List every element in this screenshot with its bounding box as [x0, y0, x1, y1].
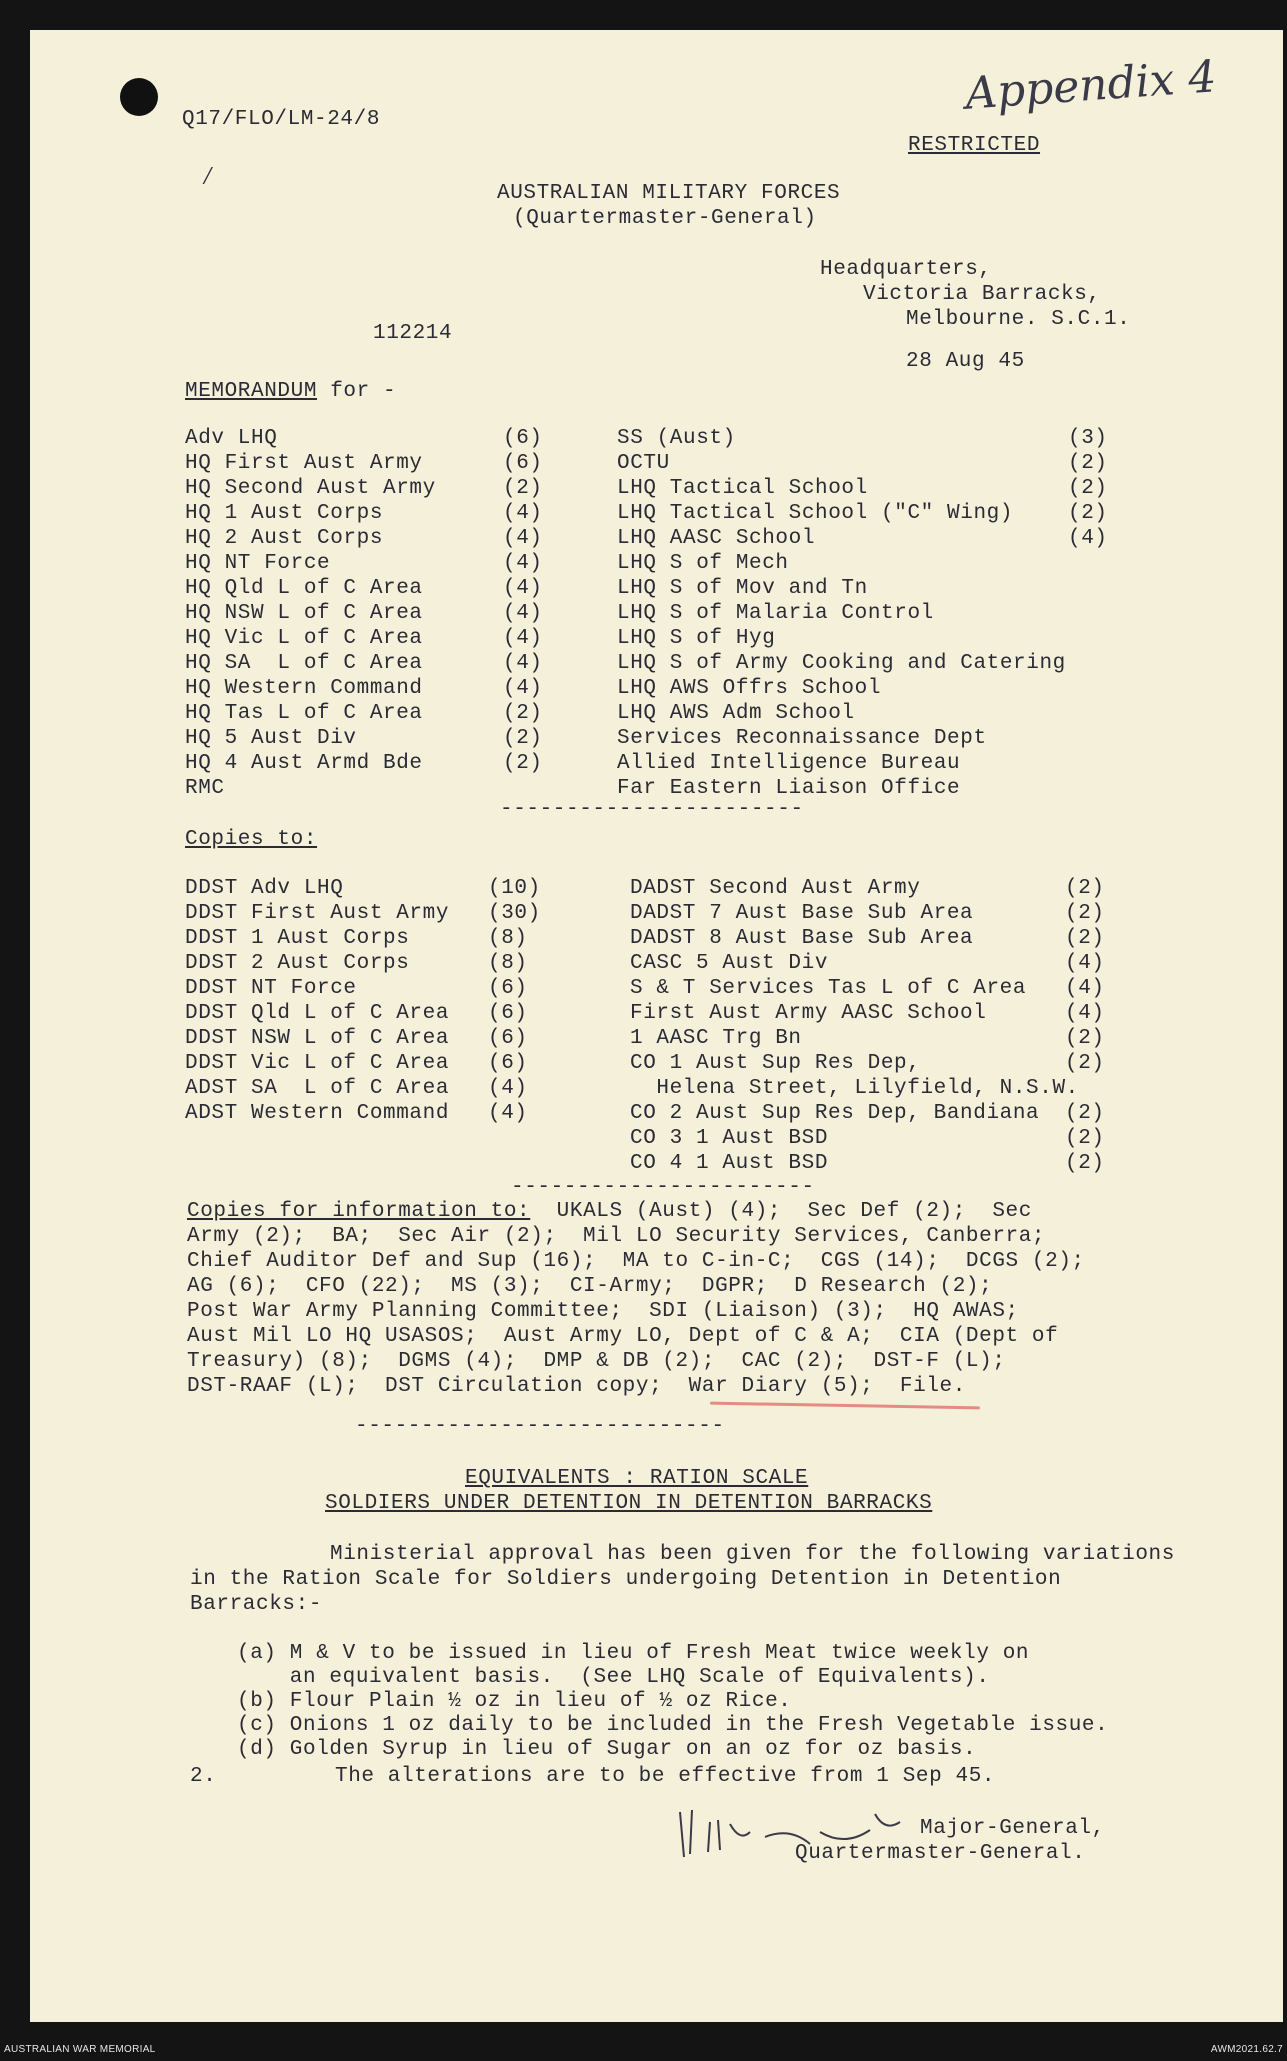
- copy-count: (2): [503, 727, 543, 750]
- distribution-entry: LHQ Tactical School: [617, 477, 868, 500]
- copy-count: (4): [488, 1102, 528, 1125]
- distribution-entry: HQ SA L of C Area: [185, 652, 423, 675]
- subject-line-1: EQUIVALENTS : RATION SCALE: [465, 1467, 809, 1490]
- variation-item: an equivalent basis. (See LHQ Scale of Equivalents).: [237, 1666, 990, 1689]
- distribution-entry: ADST Western Command: [185, 1102, 450, 1125]
- distribution-entry: Services Reconnaissance Dept: [617, 727, 987, 750]
- distribution-entry: LHQ Tactical School ("C" Wing): [617, 502, 1014, 525]
- copy-count: (2): [1068, 502, 1108, 525]
- copy-count: (8): [488, 952, 528, 975]
- distribution-entry: HQ 4 Aust Armd Bde: [185, 752, 423, 775]
- distribution-entry: OCTU: [617, 452, 670, 475]
- copy-count: (2): [1065, 902, 1105, 925]
- copy-count: (2): [503, 477, 543, 500]
- distribution-entry: S & T Services Tas L of C Area: [630, 977, 1027, 1000]
- distribution-entry: LHQ S of Malaria Control: [617, 602, 934, 625]
- copy-count: (3): [1068, 427, 1108, 450]
- punch-hole: [120, 78, 158, 116]
- distribution-entry: HQ Western Command: [185, 677, 423, 700]
- file-reference: Q17/FLO/LM-24/8: [182, 108, 381, 131]
- distribution-entry: LHQ S of Mech: [617, 552, 789, 575]
- document-page: [30, 30, 1283, 2022]
- copy-count: (2): [1065, 927, 1105, 950]
- copy-count: (4): [503, 677, 543, 700]
- handwritten-mark: ⁄: [200, 162, 216, 192]
- distribution-entry: LHQ AWS Offrs School: [617, 677, 882, 700]
- divider: ----------------------------: [355, 1415, 725, 1438]
- copy-count: (2): [1065, 1152, 1105, 1175]
- info-heading-line: [187, 1200, 1032, 1224]
- variation-item: (d) Golden Syrup in lieu of Sugar on an oz for oz basis.: [237, 1738, 977, 1761]
- info-line: Aust Mil LO HQ USASOS; Aust Army LO, Dept of C & A; CIA (Dept of: [187, 1325, 1059, 1348]
- memo-number: 112214: [373, 322, 453, 345]
- info-line: Post War Army Planning Committee; SDI (Liaison) (3); HQ AWAS;: [187, 1300, 1019, 1323]
- distribution-entry: HQ Vic L of C Area: [185, 627, 423, 650]
- address-line: Victoria Barracks,: [863, 283, 1101, 306]
- distribution-entry: CO 1 Aust Sup Res Dep,: [630, 1052, 921, 1075]
- distribution-entry: LHQ S of Mov and Tn: [617, 577, 868, 600]
- distribution-entry: DDST Vic L of C Area: [185, 1052, 450, 1075]
- copy-count: (4): [503, 652, 543, 675]
- info-line: Chief Auditor Def and Sup (16); MA to C-in-C; CGS (14); DCGS (2);: [187, 1250, 1085, 1273]
- info-label: Copies for information to:: [187, 1200, 531, 1223]
- copy-count: (6): [488, 1027, 528, 1050]
- header-subtitle: (Quartermaster-General): [513, 207, 817, 230]
- distribution-entry: LHQ S of Hyg: [617, 627, 776, 650]
- copy-count: (2): [1065, 1027, 1105, 1050]
- memo-for: for -: [330, 380, 397, 403]
- copy-count: (4): [1065, 952, 1105, 975]
- distribution-entry: DADST 8 Aust Base Sub Area: [630, 927, 974, 950]
- distribution-entry: LHQ AASC School: [617, 527, 816, 550]
- copy-count: (4): [1065, 1002, 1105, 1025]
- distribution-entry: HQ Tas L of C Area: [185, 702, 423, 725]
- distribution-entry: DDST Qld L of C Area: [185, 1002, 450, 1025]
- distribution-entry: SS (Aust): [617, 427, 736, 450]
- distribution-entry: Adv LHQ: [185, 427, 278, 450]
- distribution-entry: DDST First Aust Army: [185, 902, 450, 925]
- address-line: Melbourne. S.C.1.: [906, 308, 1131, 331]
- copy-count: (6): [488, 1002, 528, 1025]
- divider: -----------------------: [511, 1176, 815, 1199]
- distribution-entry: Allied Intelligence Bureau: [617, 752, 961, 775]
- memo-heading: [185, 380, 396, 404]
- distribution-entry: HQ 1 Aust Corps: [185, 502, 384, 525]
- signatory-title: Quartermaster-General.: [795, 1842, 1086, 1865]
- red-underline-mark: [710, 1402, 980, 1410]
- distribution-entry: DDST Adv LHQ: [185, 877, 344, 900]
- distribution-entry: CO 2 Aust Sup Res Dep, Bandiana: [630, 1102, 1040, 1125]
- paragraph-1: Ministerial approval has been given for the following variations in the Ration Scale for Soldiers undergoing Detention in Detention Barracks:-: [190, 1543, 1175, 1616]
- distribution-entry: LHQ AWS Adm School: [617, 702, 855, 725]
- memo-date: 28 Aug 45: [906, 350, 1025, 373]
- copy-count: (2): [1068, 452, 1108, 475]
- distribution-entry: HQ Second Aust Army: [185, 477, 436, 500]
- distribution-entry: HQ NT Force: [185, 552, 331, 575]
- distribution-entry: CO 4 1 Aust BSD: [630, 1152, 829, 1175]
- copy-count: (4): [503, 527, 543, 550]
- copy-count: (2): [1065, 1127, 1105, 1150]
- info-line: Treasury) (8); DGMS (4); DMP & DB (2); CAC (2); DST-F (L);: [187, 1350, 1006, 1373]
- signatory-rank: Major-General,: [920, 1817, 1105, 1840]
- copy-count: (8): [488, 927, 528, 950]
- distribution-entry: DDST NSW L of C Area: [185, 1027, 450, 1050]
- distribution-entry: HQ First Aust Army: [185, 452, 423, 475]
- copy-count: (6): [488, 977, 528, 1000]
- copy-count: (10): [488, 877, 541, 900]
- distribution-entry: Helena Street, Lilyfield, N.S.W.: [630, 1077, 1079, 1100]
- copy-count: (30): [488, 902, 541, 925]
- distribution-entry: CO 3 1 Aust BSD: [630, 1127, 829, 1150]
- copy-count: (4): [503, 602, 543, 625]
- copy-count: (6): [488, 1052, 528, 1075]
- copy-count: (4): [503, 627, 543, 650]
- copy-count: (2): [503, 702, 543, 725]
- copy-count: (4): [503, 577, 543, 600]
- copy-count: (6): [503, 427, 543, 450]
- distribution-entry: HQ NSW L of C Area: [185, 602, 423, 625]
- copy-count: (2): [1065, 1052, 1105, 1075]
- copy-count: (4): [488, 1077, 528, 1100]
- variation-item: (b) Flour Plain ½ oz in lieu of ½ oz Rice.: [237, 1690, 792, 1713]
- distribution-entry: CASC 5 Aust Div: [630, 952, 829, 975]
- copy-count: (2): [1068, 477, 1108, 500]
- paragraph-number: 2.: [190, 1765, 217, 1788]
- copy-count: (2): [1065, 877, 1105, 900]
- info-line: UKALS (Aust) (4); Sec Def (2); Sec: [556, 1200, 1032, 1223]
- archive-reference: AWM2021.62.7: [1210, 2044, 1283, 2055]
- distribution-entry: 1 AASC Trg Bn: [630, 1027, 802, 1050]
- copy-count: (4): [503, 502, 543, 525]
- copy-count: (4): [1068, 527, 1108, 550]
- distribution-entry: ADST SA L of C Area: [185, 1077, 450, 1100]
- distribution-entry: HQ 5 Aust Div: [185, 727, 357, 750]
- variation-item: (c) Onions 1 oz daily to be included in the Fresh Vegetable issue.: [237, 1714, 1109, 1737]
- distribution-entry: Far Eastern Liaison Office: [617, 777, 961, 800]
- distribution-entry: DADST Second Aust Army: [630, 877, 921, 900]
- distribution-entry: HQ 2 Aust Corps: [185, 527, 384, 550]
- info-line: DST-RAAF (L); DST Circulation copy; War Diary (5); File.: [187, 1375, 966, 1398]
- variation-item: (a) M & V to be issued in lieu of Fresh Meat twice weekly on: [237, 1642, 1030, 1665]
- distribution-entry: First Aust Army AASC School: [630, 1002, 987, 1025]
- handwritten-annotation: Appendix 4: [963, 51, 1219, 120]
- header-title: AUSTRALIAN MILITARY FORCES: [497, 182, 841, 205]
- copy-count: (4): [503, 552, 543, 575]
- distribution-entry: HQ Qld L of C Area: [185, 577, 423, 600]
- distribution-entry: LHQ S of Army Cooking and Catering: [617, 652, 1066, 675]
- copy-count: (2): [503, 752, 543, 775]
- copy-count: (2): [1065, 1102, 1105, 1125]
- info-line: AG (6); CFO (22); MS (3); CI-Army; DGPR; D Research (2);: [187, 1275, 993, 1298]
- info-line: Army (2); BA; Sec Air (2); Mil LO Security Services, Canberra;: [187, 1225, 1046, 1248]
- distribution-entry: DDST NT Force: [185, 977, 357, 1000]
- classification-stamp: RESTRICTED: [908, 134, 1041, 157]
- copy-count: (6): [503, 452, 543, 475]
- distribution-entry: RMC: [185, 777, 225, 800]
- distribution-entry: DDST 2 Aust Corps: [185, 952, 410, 975]
- subject-line-2: SOLDIERS UNDER DETENTION IN DETENTION BARRACKS: [325, 1492, 933, 1515]
- archive-credit: AUSTRALIAN WAR MEMORIAL: [4, 2044, 156, 2055]
- address-line: Headquarters,: [820, 258, 992, 281]
- divider: -----------------------: [500, 798, 804, 821]
- copy-count: (4): [1065, 977, 1105, 1000]
- paragraph-2: The alterations are to be effective from 1 Sep 45.: [335, 1765, 996, 1788]
- memo-label: MEMORANDUM: [185, 380, 318, 403]
- copies-heading: Copies to:: [185, 828, 318, 851]
- distribution-entry: DADST 7 Aust Base Sub Area: [630, 902, 974, 925]
- distribution-entry: DDST 1 Aust Corps: [185, 927, 410, 950]
